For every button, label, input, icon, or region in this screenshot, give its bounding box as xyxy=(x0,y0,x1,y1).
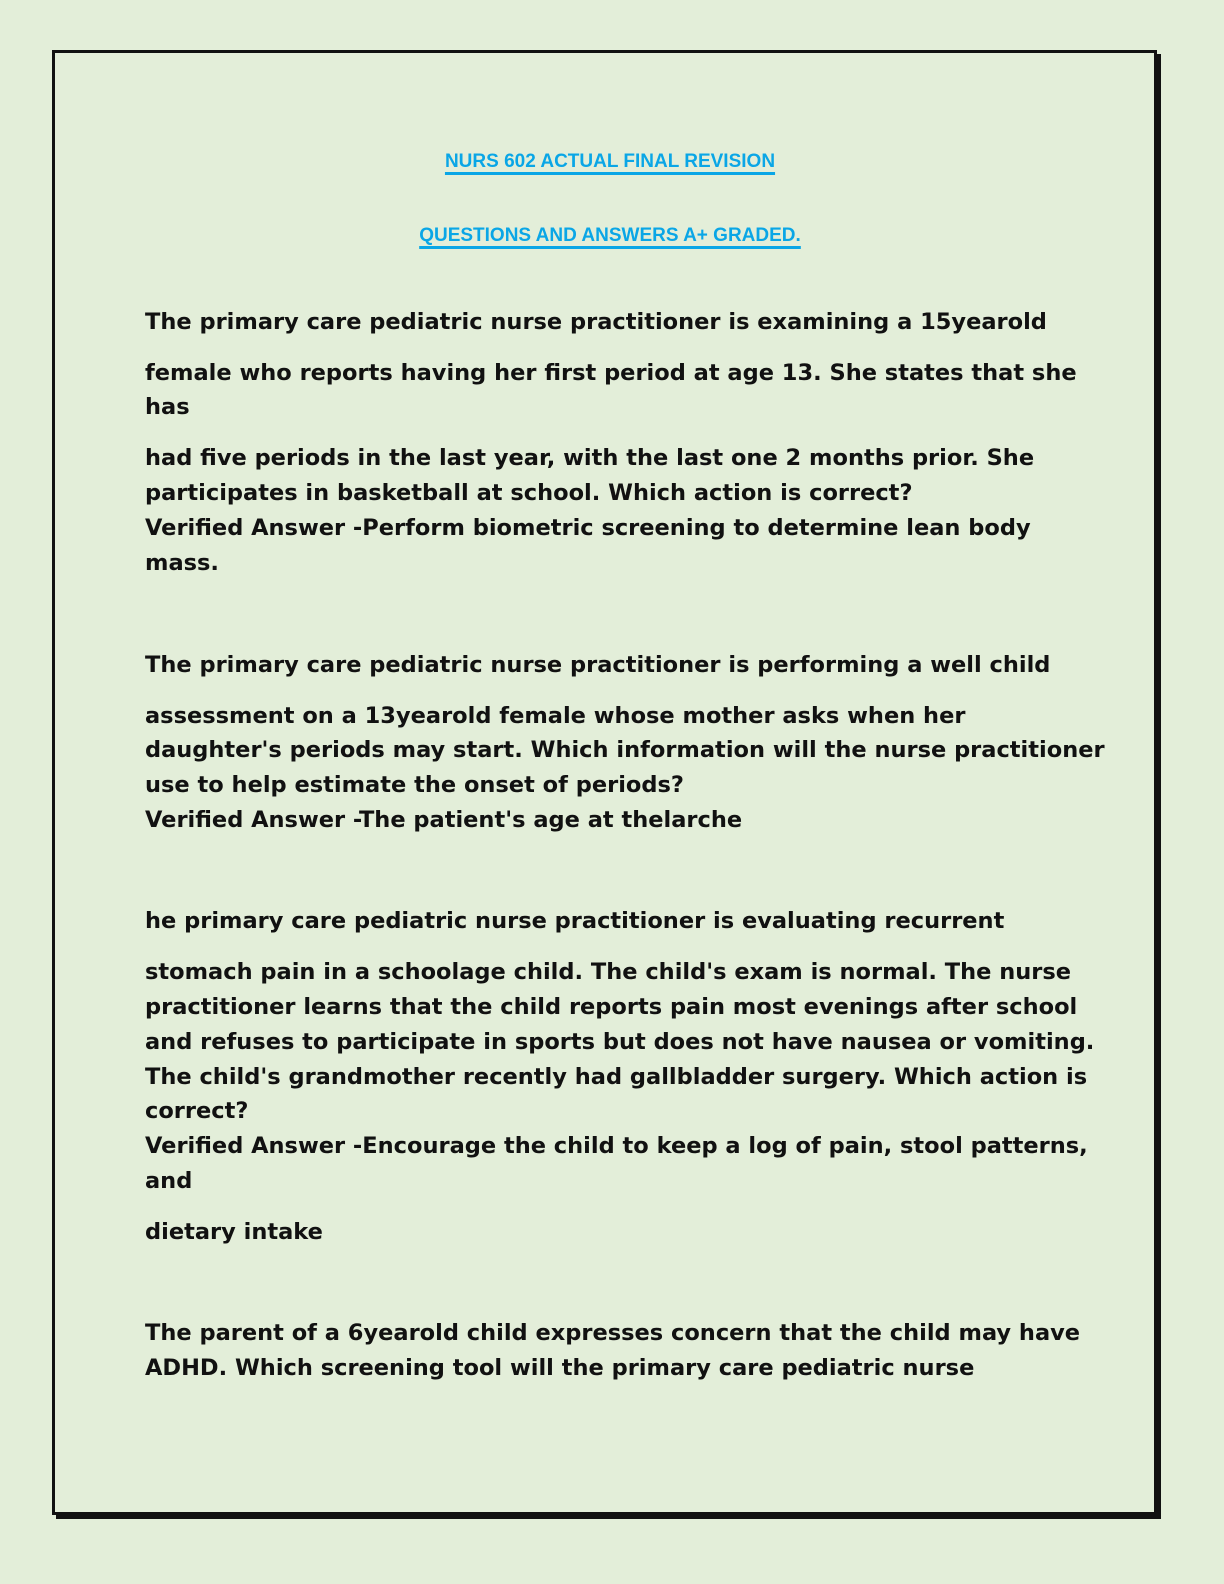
text-line: had five periods in the last year, with the last one 2 months prior. She xyxy=(145,445,1035,471)
text-line: and xyxy=(145,1168,193,1194)
text-line: daughter's periods may start. Which information will the nurse practitioner xyxy=(145,737,1105,763)
text-line: he primary care pediatric nurse practitioner is evaluating recurrent xyxy=(145,908,1005,934)
text-line: The primary care pediatric nurse practitioner is performing a well child xyxy=(145,652,1051,678)
text-line: The parent of a 6yearold child expresses concern that the child may have xyxy=(145,1320,1081,1346)
text-line: female who reports having her first period at age 13. She states that she xyxy=(145,360,1077,386)
text-line: stomach pain in a schoolage child. The child's exam is normal. The nurse xyxy=(145,959,1072,985)
text-line: mass. xyxy=(145,550,219,576)
text-line: assessment on a 13yearold female whose mother asks when her xyxy=(145,703,966,729)
text-line: and refuses to participate in sports but does not have nausea or vomiting. xyxy=(145,1029,1095,1055)
text-line: has xyxy=(145,394,190,420)
text-line: ADHD. Which screening tool will the primary care pediatric nurse xyxy=(145,1355,975,1381)
text-line: correct? xyxy=(145,1098,249,1124)
text-line: Verified Answer -Encourage the child to keep a log of pain, stool patterns, xyxy=(145,1133,1088,1159)
document-title-line-1: NURS 602 ACTUAL FINAL REVISION xyxy=(444,151,776,172)
document-title-line-2: QUESTIONS AND ANSWERS A+ GRADED. xyxy=(419,225,801,246)
text-line: Verified Answer -The patient's age at thelarche xyxy=(145,807,743,833)
text-line: participates in basketball at school. Which action is correct? xyxy=(145,480,913,506)
text-line: Verified Answer -Perform biometric screening to determine lean body xyxy=(145,515,1031,541)
text-line: use to help estimate the onset of periods? xyxy=(145,772,684,798)
text-line: The primary care pediatric nurse practitioner is examining a 15yearold xyxy=(145,309,1047,335)
text-line: The child's grandmother recently had gallbladder surgery. Which action is xyxy=(145,1064,1088,1090)
text-line: dietary intake xyxy=(145,1219,323,1245)
text-line: practitioner learns that the child reports pain most evenings after school xyxy=(145,994,1078,1020)
